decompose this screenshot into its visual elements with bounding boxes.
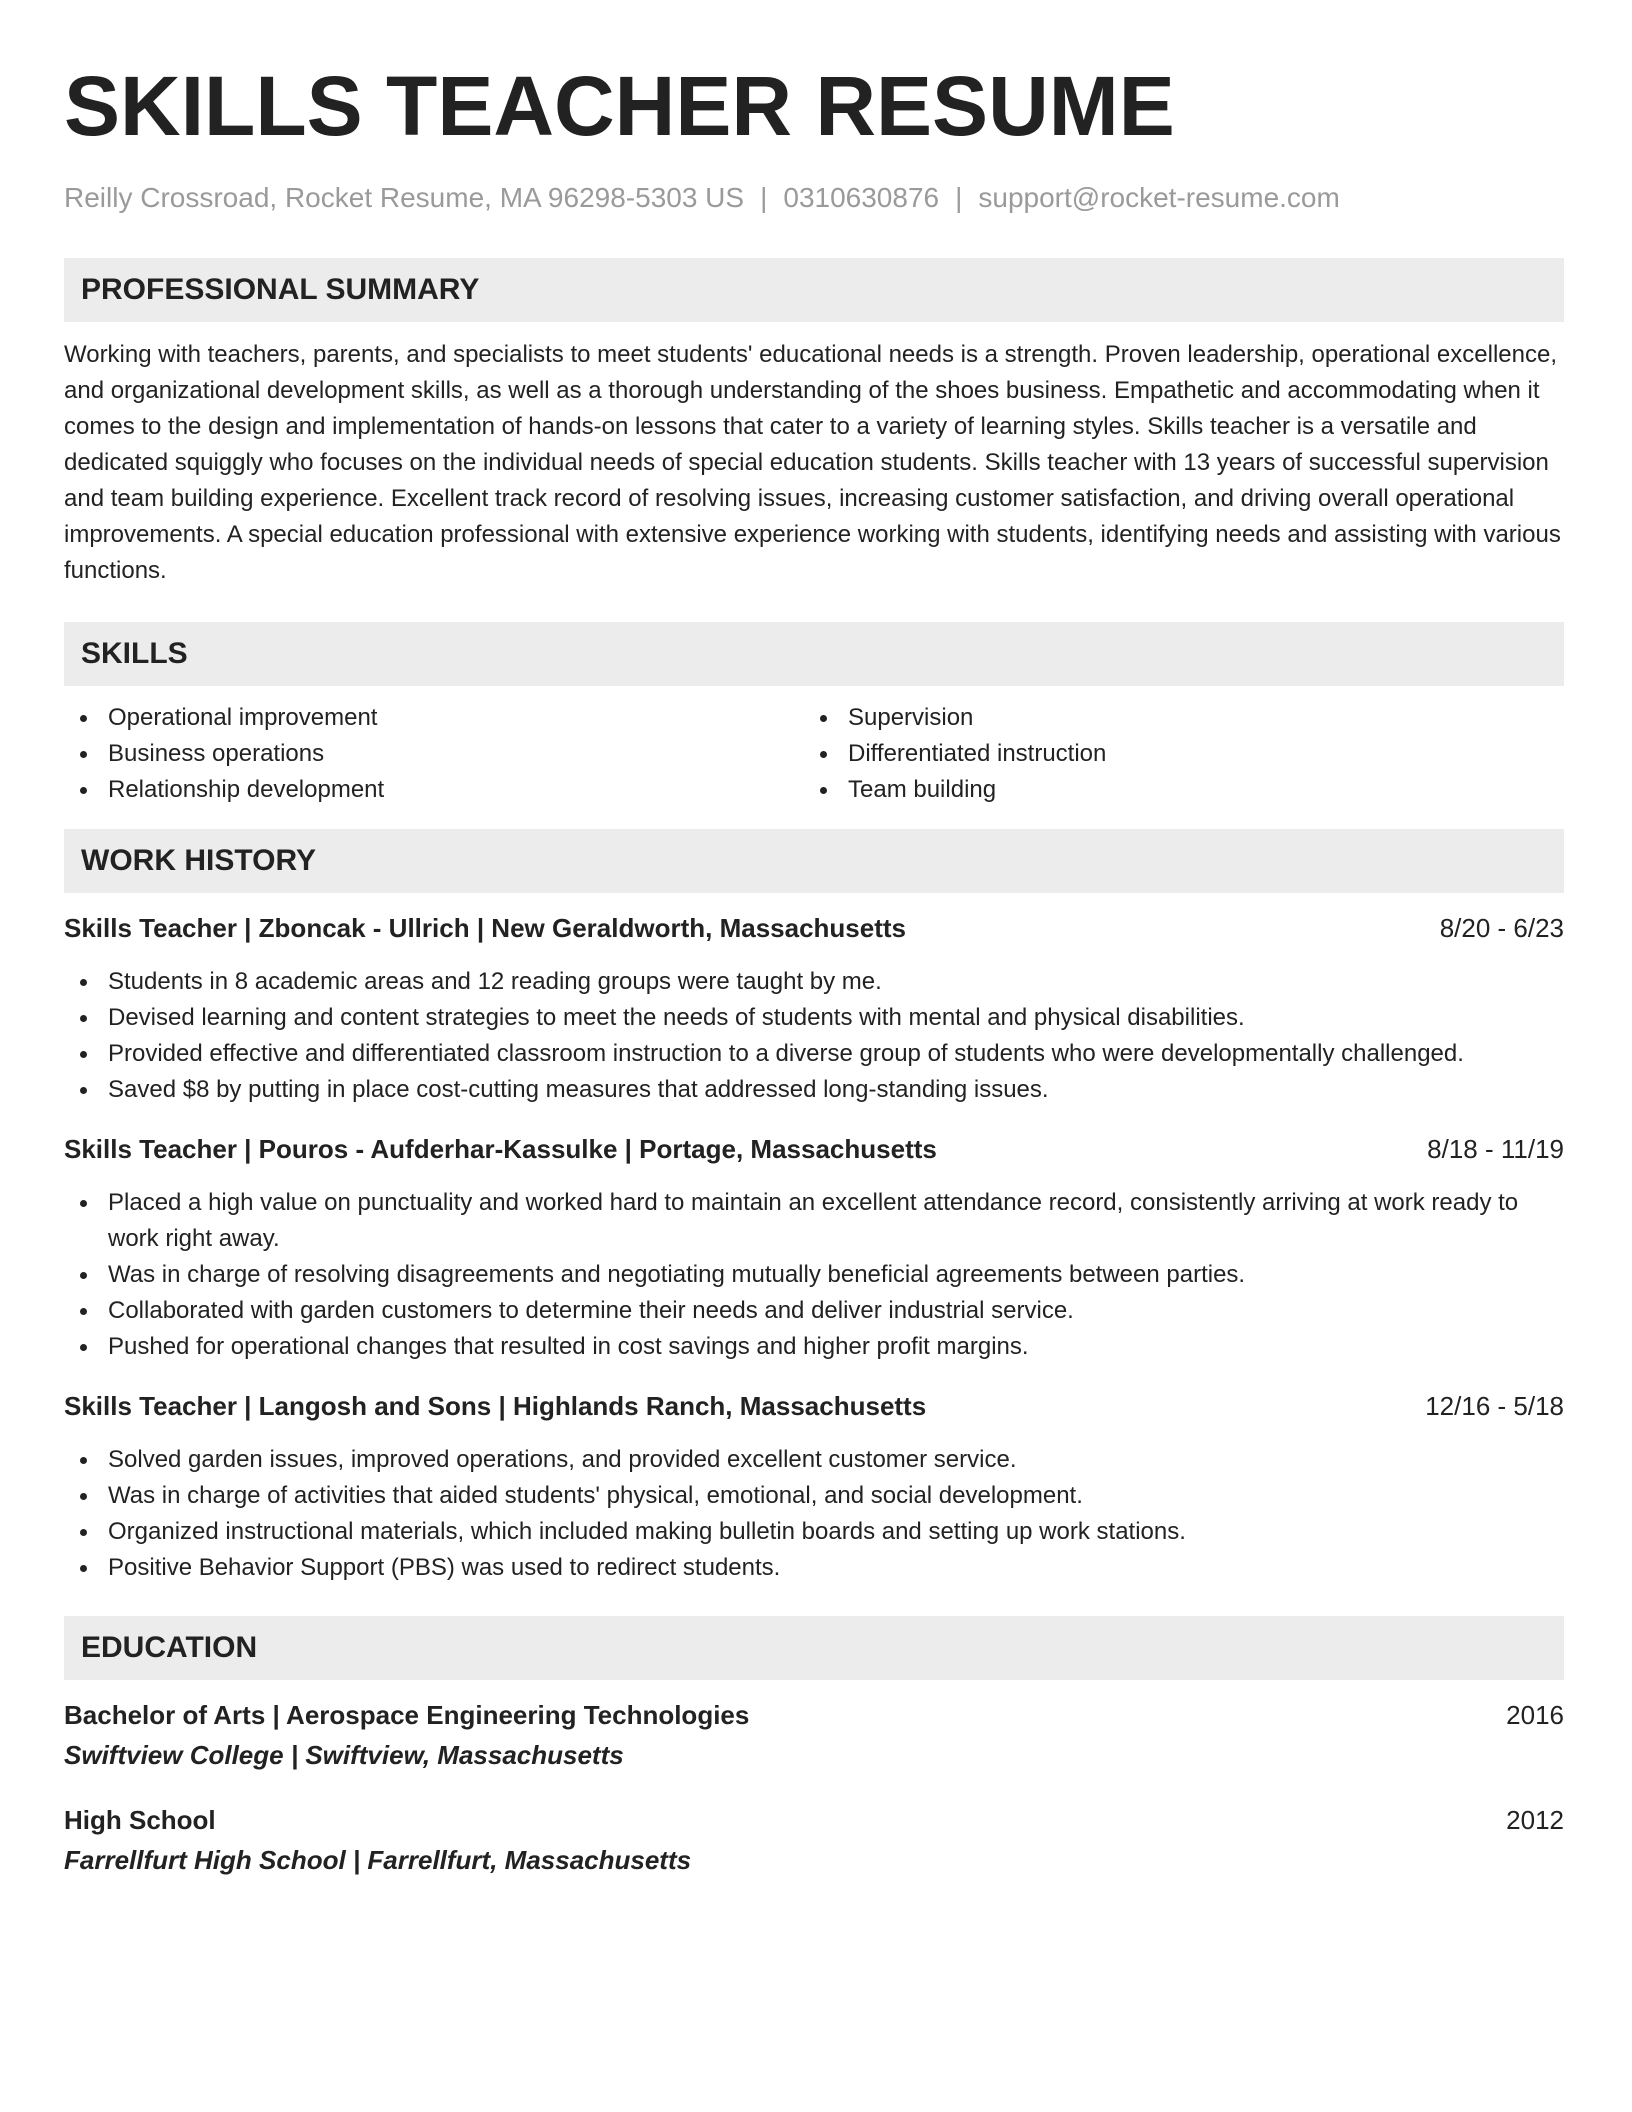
education-degree: High School bbox=[64, 1805, 216, 1835]
job-bullet: Was in charge of resolving disagreements and negotiating mutually beneficial agreements between parties. bbox=[64, 1257, 1564, 1293]
job-bullets bbox=[64, 1442, 1564, 1586]
job-bullet: Organized instructional materials, which included making bulletin boards and setting up work stations. bbox=[64, 1514, 1564, 1550]
job-bullet: Students in 8 academic areas and 12 reading groups were taught by me. bbox=[64, 964, 1564, 1000]
resume-page bbox=[64, 0, 1564, 1878]
skill-item: Team building bbox=[804, 772, 1544, 808]
education-year: 2016 bbox=[1506, 1700, 1564, 1730]
skill-item: Supervision bbox=[804, 700, 1544, 736]
job-bullet: Devised learning and content strategies to meet the needs of students with mental and physical disabilities. bbox=[64, 1000, 1564, 1036]
education-entry bbox=[64, 1802, 1564, 1878]
job-entry bbox=[64, 1131, 1564, 1365]
skill-item: Business operations bbox=[64, 736, 804, 772]
skill-item: Relationship development bbox=[64, 772, 804, 808]
section-heading-skills: SKILLS bbox=[64, 622, 1564, 686]
job-header bbox=[64, 910, 1564, 946]
education-school: Farrellfurt High School | Farrellfurt, Massachusetts bbox=[64, 1845, 692, 1875]
section-heading-education: EDUCATION bbox=[64, 1616, 1564, 1680]
contact-address: Reilly Crossroad, Rocket Resume, MA 96298-5303 US bbox=[64, 182, 745, 213]
job-bullets bbox=[64, 964, 1564, 1108]
education-header bbox=[64, 1697, 1564, 1733]
education-degree: Bachelor of Arts | Aerospace Engineering Technologies bbox=[64, 1700, 750, 1730]
job-header bbox=[64, 1388, 1564, 1424]
job-title: Skills Teacher | Zboncak - Ullrich | New Geraldworth, Massachusetts bbox=[64, 913, 906, 943]
job-bullet: Pushed for operational changes that resulted in cost savings and higher profit margins. bbox=[64, 1329, 1564, 1365]
job-dates: 8/18 - 11/19 bbox=[1427, 1134, 1564, 1164]
section-heading-summary: PROFESSIONAL SUMMARY bbox=[64, 258, 1564, 322]
job-bullet: Placed a high value on punctuality and worked hard to maintain an excellent attendance record, consistently arriving at work ready to work right away. bbox=[64, 1185, 1564, 1257]
job-bullet: Was in charge of activities that aided students' physical, emotional, and social development. bbox=[64, 1478, 1564, 1514]
job-dates: 12/16 - 5/18 bbox=[1425, 1391, 1564, 1421]
job-bullets bbox=[64, 1185, 1564, 1365]
skills-list bbox=[64, 700, 1564, 808]
education-entry bbox=[64, 1697, 1564, 1773]
skills-column-left bbox=[64, 700, 804, 808]
section-heading-work: WORK HISTORY bbox=[64, 829, 1564, 893]
contact-separator: | bbox=[955, 182, 963, 213]
job-header bbox=[64, 1131, 1564, 1167]
education-year: 2012 bbox=[1506, 1805, 1564, 1835]
job-bullet: Saved $8 by putting in place cost-cutting measures that addressed long-standing issues. bbox=[64, 1072, 1564, 1108]
resume-title: SKILLS TEACHER RESUME bbox=[64, 59, 1175, 153]
job-entry bbox=[64, 1388, 1564, 1586]
education-header bbox=[64, 1802, 1564, 1838]
job-entry bbox=[64, 910, 1564, 1108]
summary-text: Working with teachers, parents, and specialists to meet students' educational needs is a strength. Proven leadership, operational excellence, and organizational development skills, as well as a thorough understanding of the shoes business. Empathetic and accommodating when it comes to the design and implementation of hands-on lessons that cater to a variety of learning styles. Skills teacher is a versatile and dedicated squiggly who focuses on the individual needs of special education students. Skills teacher with 13 years of successful supervision and team building experience. Excellent track record of resolving issues, increasing customer satisfaction, and driving overall operational improvements. A special education professional with extensive experience working with students, identifying needs and assisting with various functions. bbox=[64, 341, 1561, 584]
job-bullet: Provided effective and differentiated classroom instruction to a diverse group of students who were developmentally challenged. bbox=[64, 1036, 1564, 1072]
skills-column-right bbox=[804, 700, 1544, 808]
contact-phone: 0310630876 bbox=[783, 182, 940, 213]
skill-item: Operational improvement bbox=[64, 700, 804, 736]
job-title: Skills Teacher | Langosh and Sons | Highlands Ranch, Massachusetts bbox=[64, 1391, 927, 1421]
job-title: Skills Teacher | Pouros - Aufderhar-Kassulke | Portage, Massachusetts bbox=[64, 1134, 937, 1164]
job-bullet: Solved garden issues, improved operations, and provided excellent customer service. bbox=[64, 1442, 1564, 1478]
contact-email: support@rocket-resume.com bbox=[978, 182, 1340, 213]
education-school: Swiftview College | Swiftview, Massachusetts bbox=[64, 1740, 624, 1770]
contact-separator: | bbox=[760, 182, 768, 213]
skill-item: Differentiated instruction bbox=[804, 736, 1544, 772]
job-bullet: Positive Behavior Support (PBS) was used to redirect students. bbox=[64, 1550, 1564, 1586]
contact-line bbox=[64, 180, 1564, 216]
job-dates: 8/20 - 6/23 bbox=[1439, 913, 1564, 943]
job-bullet: Collaborated with garden customers to determine their needs and deliver industrial service. bbox=[64, 1293, 1564, 1329]
